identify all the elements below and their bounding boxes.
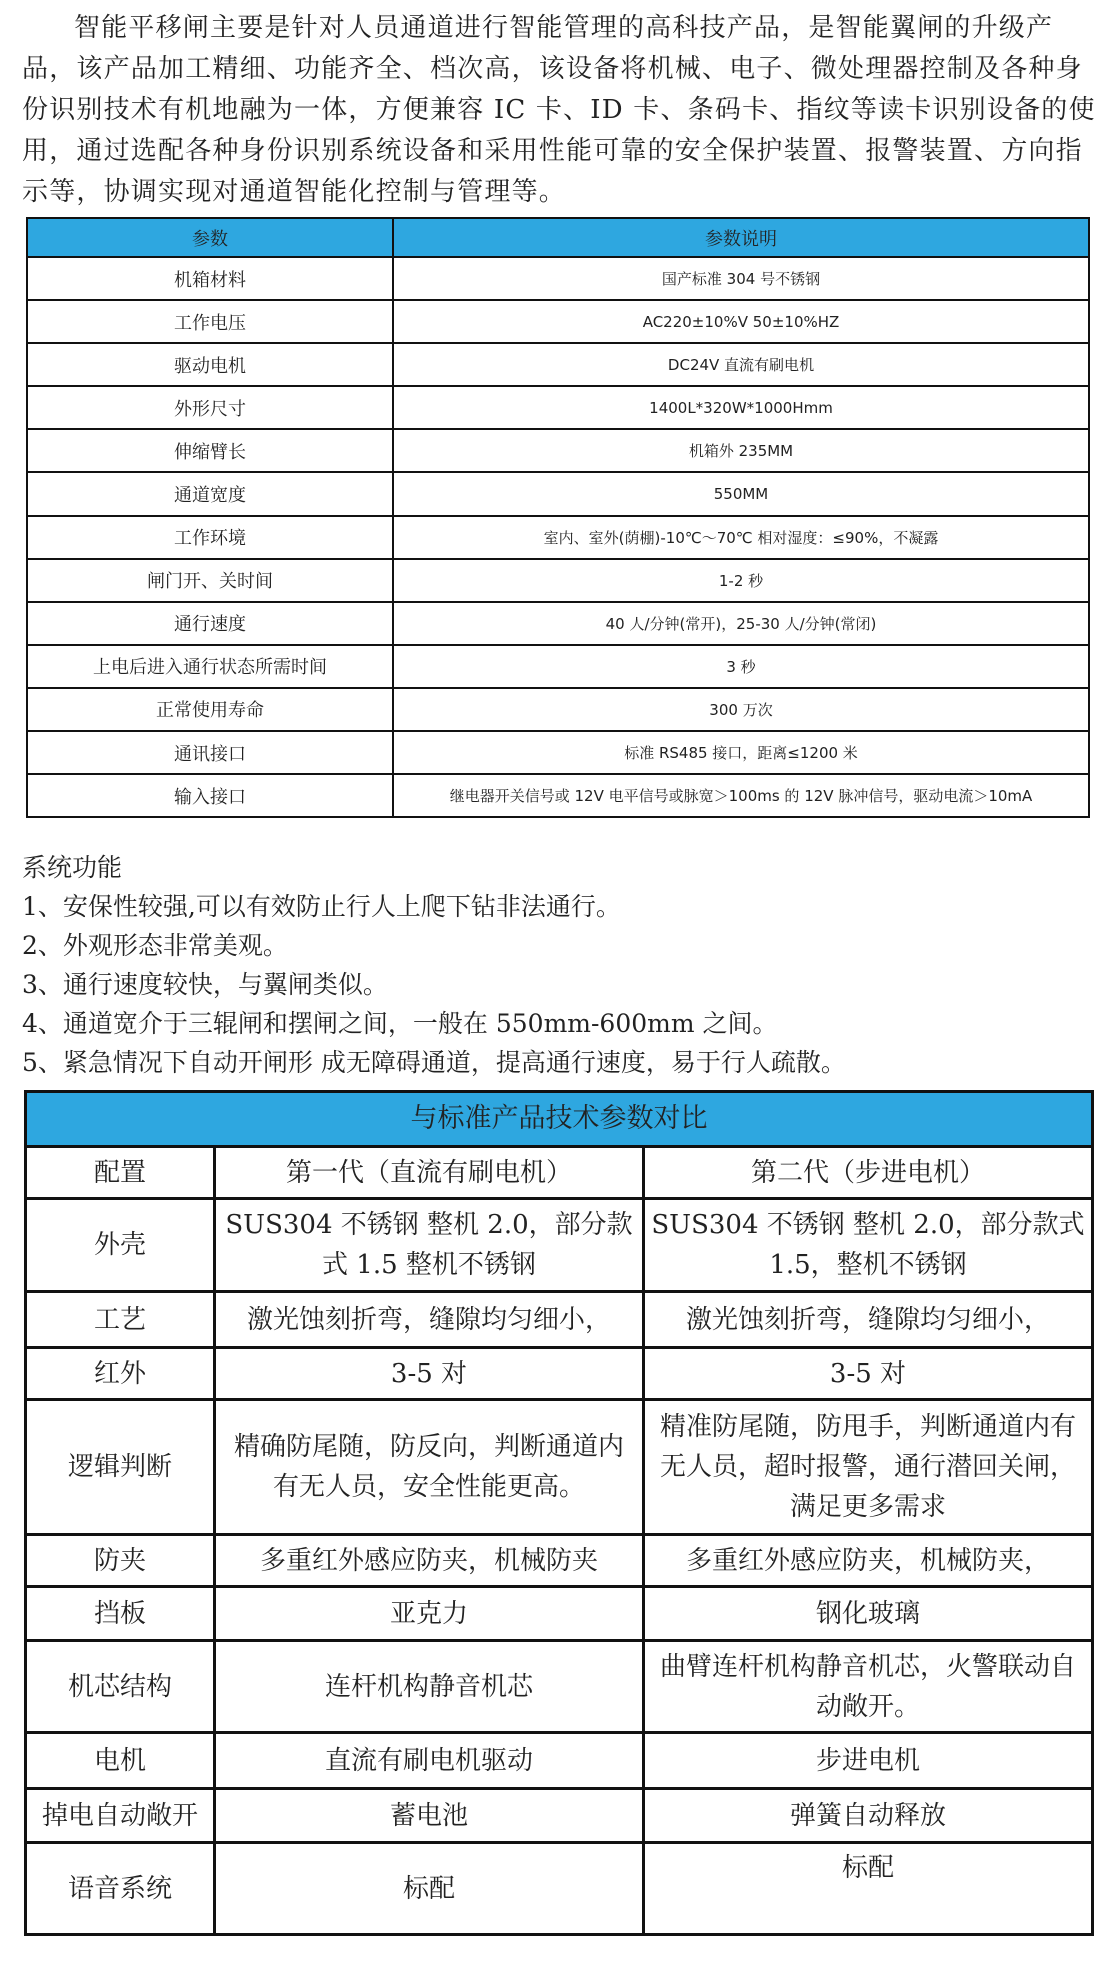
compare-gen2: 标配 — [644, 1843, 1093, 1935]
compare-row — [26, 1641, 1093, 1733]
spec-row — [27, 386, 1089, 429]
compare-header-config: 配置 — [26, 1147, 215, 1199]
compare-label: 逻辑判断 — [26, 1400, 215, 1535]
compare-header-row — [26, 1147, 1093, 1199]
spec-table — [26, 217, 1090, 818]
compare-gen2: 弹簧自动释放 — [644, 1789, 1093, 1843]
spec-row — [27, 602, 1089, 645]
function-title: 系统功能 — [22, 853, 123, 882]
compare-label: 工艺 — [26, 1292, 215, 1348]
spec-header-desc: 参数说明 — [393, 218, 1089, 257]
compare-label: 掉电自动敞开 — [26, 1789, 215, 1843]
compare-label: 挡板 — [26, 1587, 215, 1641]
compare-gen2: 步进电机 — [644, 1733, 1093, 1789]
compare-label: 外壳 — [26, 1199, 215, 1292]
spec-header-param: 参数 — [27, 218, 393, 257]
spec-param: 机箱材料 — [27, 257, 393, 300]
spec-param: 工作环境 — [27, 516, 393, 559]
compare-gen2: 激光蚀刻折弯，缝隙均匀细小， — [644, 1292, 1093, 1348]
spec-value: 40 人/分钟(常开)，25-30 人/分钟(常闭) — [393, 602, 1089, 645]
spec-row — [27, 516, 1089, 559]
compare-gen2: 钢化玻璃 — [644, 1587, 1093, 1641]
compare-title: 与标准产品技术参数对比 — [26, 1092, 1093, 1147]
spec-row — [27, 731, 1089, 774]
spec-table-header — [27, 218, 1089, 257]
spec-value: 继电器开关信号或 12V 电平信号或脉宽＞100ms 的 12V 脉冲信号，驱动电流＞10mA — [393, 774, 1089, 817]
spec-param: 输入接口 — [27, 774, 393, 817]
compare-gen2: 曲臂连杆机构静音机芯，火警联动自动敞开。 — [644, 1641, 1093, 1733]
spec-row — [27, 300, 1089, 343]
compare-label: 语音系统 — [26, 1843, 215, 1935]
compare-label: 机芯结构 — [26, 1641, 215, 1733]
spec-value: 室内、室外(荫棚)-10℃～70℃ 相对湿度：≤90%，不凝露 — [393, 516, 1089, 559]
spec-param: 外形尺寸 — [27, 386, 393, 429]
compare-gen1: 亚克力 — [215, 1587, 644, 1641]
function-item: 4、通道宽介于三辊闸和摆闸之间，一般在 550mm-600mm 之间。 — [22, 1009, 778, 1038]
compare-gen2: 多重红外感应防夹，机械防夹， — [644, 1535, 1093, 1587]
spec-value: 国产标准 304 号不锈钢 — [393, 257, 1089, 300]
compare-row — [26, 1587, 1093, 1641]
compare-row — [26, 1843, 1093, 1935]
compare-label: 防夹 — [26, 1535, 215, 1587]
function-item: 3、通行速度较快，与翼闸类似。 — [22, 970, 388, 999]
spec-value: 1-2 秒 — [393, 559, 1089, 602]
compare-label: 电机 — [26, 1733, 215, 1789]
spec-param: 伸缩臂长 — [27, 429, 393, 472]
compare-gen2: 3-5 对 — [644, 1348, 1093, 1400]
compare-row — [26, 1348, 1093, 1400]
intro-paragraph: 智能平移闸主要是针对人员通道进行智能管理的高科技产品，是智能翼闸的升级产品，该产品加工精细、功能齐全、档次高，该设备将机械、电子、微处理器控制及各种身份识别技术有机地融为一体，方便兼容 IC 卡、ID 卡、条码卡、指纹等读卡识别设备的使用，通过选配各种身份识别系统设备和采用性能可靠的安全保护装置、报警装置、方向指示等，协调实现对通道智能化控制与管理等。 — [22, 13, 1096, 207]
spec-row — [27, 343, 1089, 386]
compare-gen2: SUS304 不锈钢 整机 2.0，部分款式 1.5，整机不锈钢 — [644, 1199, 1093, 1292]
spec-value: 3 秒 — [393, 645, 1089, 688]
spec-param: 通讯接口 — [27, 731, 393, 774]
spec-value: 550MM — [393, 472, 1089, 515]
spec-param: 闸门开、关时间 — [27, 559, 393, 602]
compare-row — [26, 1199, 1093, 1292]
compare-row — [26, 1535, 1093, 1587]
compare-gen2: 精准防尾随，防甩手，判断通道内有无人员，超时报警，通行潜回关闸，满足更多需求 — [644, 1400, 1093, 1535]
compare-title-row — [26, 1092, 1093, 1147]
compare-header-gen1: 第一代（直流有刷电机） — [215, 1147, 644, 1199]
spec-row — [27, 688, 1089, 731]
function-item: 5、紧急情况下自动开闸形 成无障碍通道，提高通行速度，易于行人疏散。 — [22, 1048, 846, 1077]
compare-label: 红外 — [26, 1348, 215, 1400]
spec-param: 上电后进入通行状态所需时间 — [27, 645, 393, 688]
spec-param: 驱动电机 — [27, 343, 393, 386]
spec-row — [27, 645, 1089, 688]
compare-gen1: 连杆机构静音机芯 — [215, 1641, 644, 1733]
spec-row — [27, 559, 1089, 602]
spec-row — [27, 429, 1089, 472]
spec-param: 通道宽度 — [27, 472, 393, 515]
spec-row — [27, 257, 1089, 300]
spec-value: 机箱外 235MM — [393, 429, 1089, 472]
spec-row — [27, 472, 1089, 515]
spec-value: 1400L*320W*1000Hmm — [393, 386, 1089, 429]
spec-value: 300 万次 — [393, 688, 1089, 731]
compare-gen1: 3-5 对 — [215, 1348, 644, 1400]
spec-param: 正常使用寿命 — [27, 688, 393, 731]
spec-value: DC24V 直流有刷电机 — [393, 343, 1089, 386]
compare-gen1: 直流有刷电机驱动 — [215, 1733, 644, 1789]
compare-row — [26, 1400, 1093, 1535]
compare-header-gen2: 第二代（步进电机） — [644, 1147, 1093, 1199]
compare-gen1: 精确防尾随，防反向，判断通道内有无人员，安全性能更高。 — [215, 1400, 644, 1535]
compare-table — [24, 1090, 1094, 1936]
spec-row — [27, 774, 1089, 817]
function-item: 2、外观形态非常美观。 — [22, 931, 288, 960]
compare-row — [26, 1733, 1093, 1789]
compare-gen1: SUS304 不锈钢 整机 2.0，部分款式 1.5 整机不锈钢 — [215, 1199, 644, 1292]
compare-gen1: 多重红外感应防夹，机械防夹 — [215, 1535, 644, 1587]
compare-gen1: 蓄电池 — [215, 1789, 644, 1843]
spec-value: AC220±10%V 50±10%HZ — [393, 300, 1089, 343]
compare-row — [26, 1789, 1093, 1843]
function-item: 1、安保性较强,可以有效防止行人上爬下钻非法通行。 — [22, 892, 621, 921]
function-list — [22, 848, 846, 1082]
spec-param: 工作电压 — [27, 300, 393, 343]
compare-row — [26, 1292, 1093, 1348]
compare-gen1: 激光蚀刻折弯，缝隙均匀细小， — [215, 1292, 644, 1348]
compare-gen1: 标配 — [215, 1843, 644, 1935]
spec-param: 通行速度 — [27, 602, 393, 645]
spec-value: 标准 RS485 接口，距离≤1200 米 — [393, 731, 1089, 774]
